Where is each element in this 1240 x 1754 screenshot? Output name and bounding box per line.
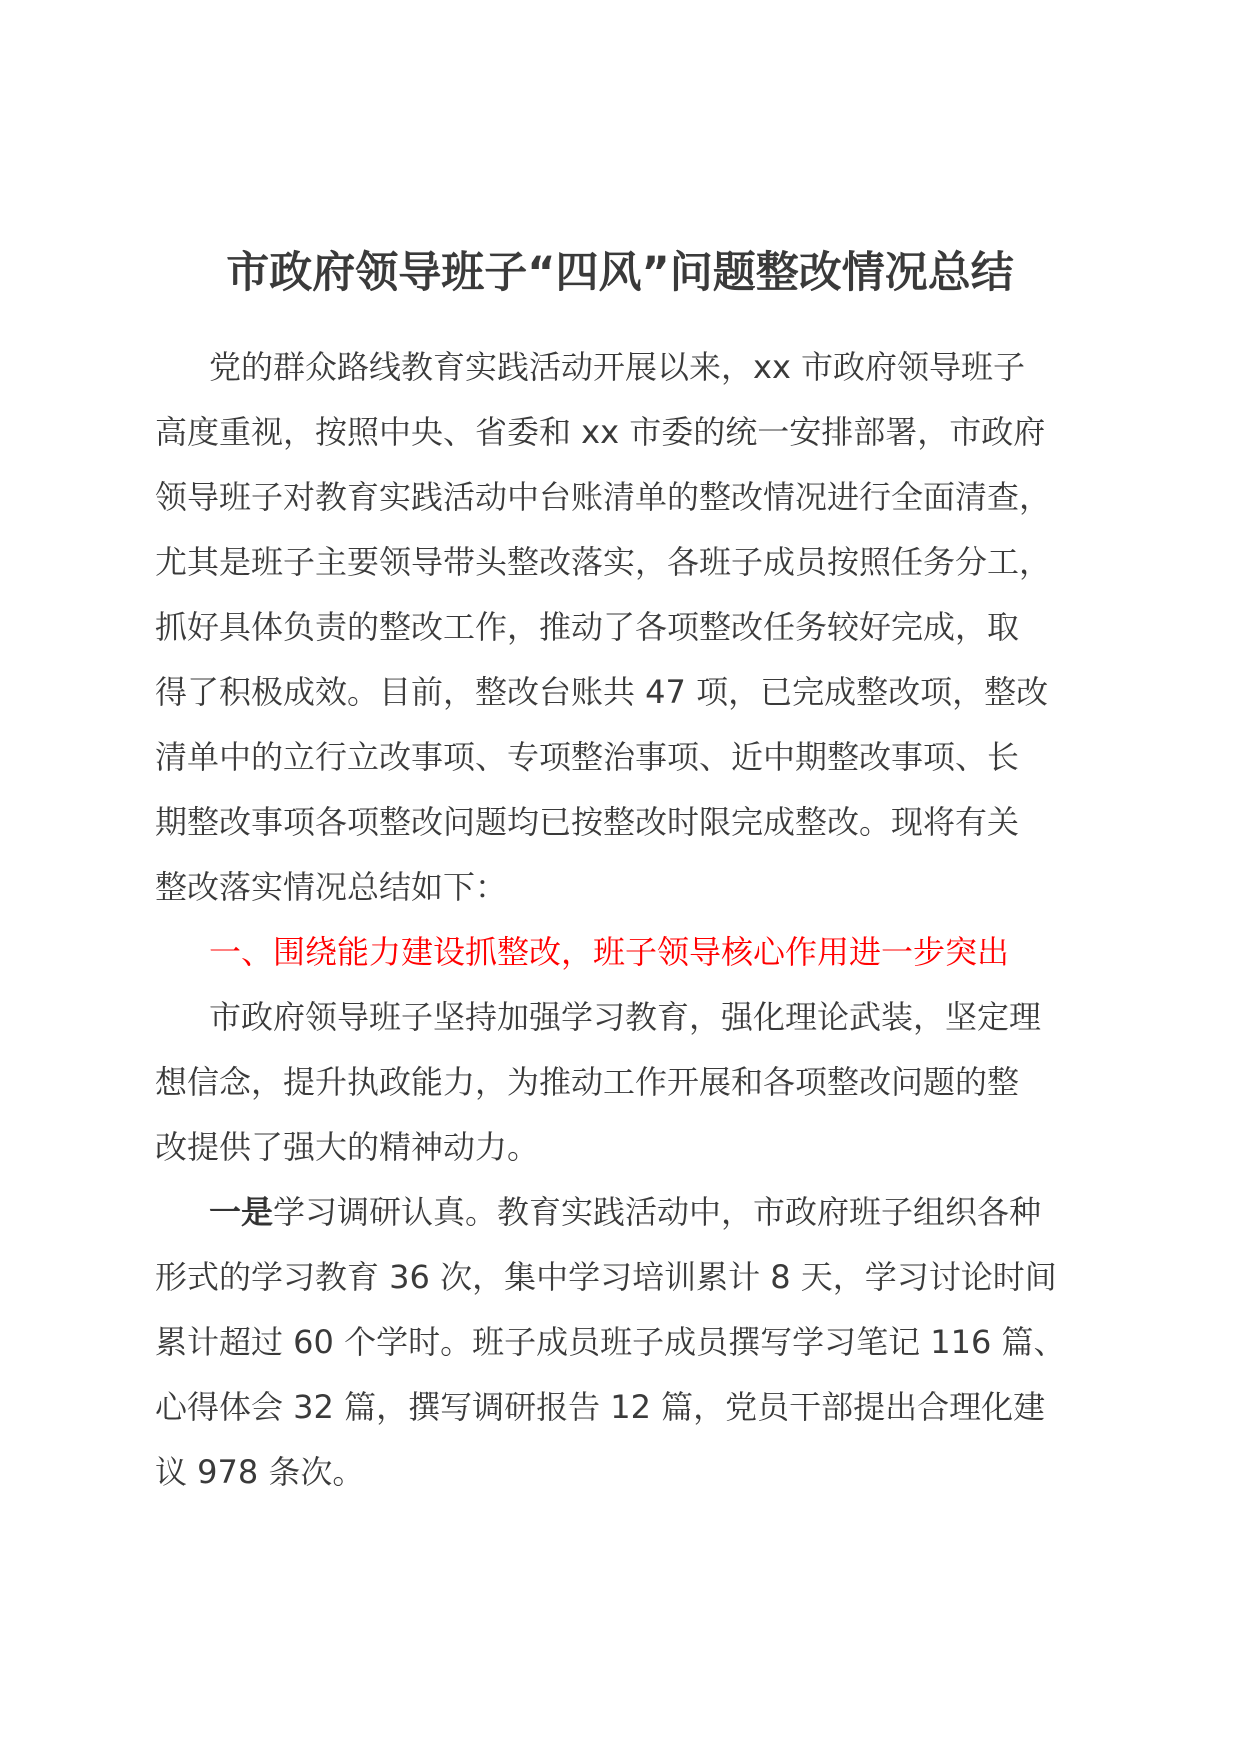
point-line-text: 学习调研认真。教育实践活动中，市政府班子组织各种 <box>273 1193 1042 1231</box>
intro-line: 党的群众路线教育实践活动开展以来，xx 市政府领导班子 <box>209 348 1026 386</box>
intro-line: 得了积极成效。目前，整改台账共 47 项，已完成整改项，整改 <box>155 673 1049 711</box>
intro-line: 期整改事项各项整改问题均已按整改时限完成整改。现将有关 <box>155 803 1020 841</box>
point-line <box>155 1180 1093 1245</box>
intro-line: 高度重视，按照中央、省委和 xx 市委的统一安排部署，市政府 <box>155 413 1046 451</box>
section-line: 市政府领导班子坚持加强学习教育，强化理论武装，坚定理 <box>209 998 1042 1036</box>
section-heading: 一、围绕能力建设抓整改，班子领导核心作用进一步突出 <box>209 933 1010 971</box>
document-body <box>155 335 1093 1505</box>
document-title: 市政府领导班子“四风”问题整改情况总结 <box>226 248 1014 298</box>
section-line: 想信念，提升执政能力，为推动工作开展和各项整改问题的整 <box>155 1063 1020 1101</box>
intro-line: 尤其是班子主要领导带头整改落实，各班子成员按照任务分工， <box>155 543 1052 581</box>
intro-line: 抓好具体负责的整改工作，推动了各项整改任务较好完成，取 <box>155 608 1020 646</box>
point-line: 形式的学习教育 36 次，集中学习培训累计 8 天，学习讨论时间 <box>155 1258 1057 1296</box>
point-line: 累计超过 60 个学时。班子成员班子成员撰写学习笔记 116 篇、 <box>155 1323 1066 1361</box>
point-line: 议 978 条次。 <box>155 1453 365 1491</box>
point-lead: 一是 <box>209 1193 274 1231</box>
section-paragraph <box>155 985 1093 1180</box>
intro-line: 清单中的立行立改事项、专项整治事项、近中期整改事项、长 <box>155 738 1020 776</box>
intro-line: 领导班子对教育实践活动中台账清单的整改情况进行全面清查， <box>155 478 1052 516</box>
point-paragraph <box>155 1180 1093 1505</box>
section-line: 改提供了强大的精神动力。 <box>155 1128 540 1166</box>
point-line: 心得体会 32 篇，撰写调研报告 12 篇，党员干部提出合理化建 <box>155 1388 1046 1426</box>
intro-paragraph <box>155 335 1093 920</box>
intro-line: 整改落实情况总结如下： <box>155 868 508 906</box>
